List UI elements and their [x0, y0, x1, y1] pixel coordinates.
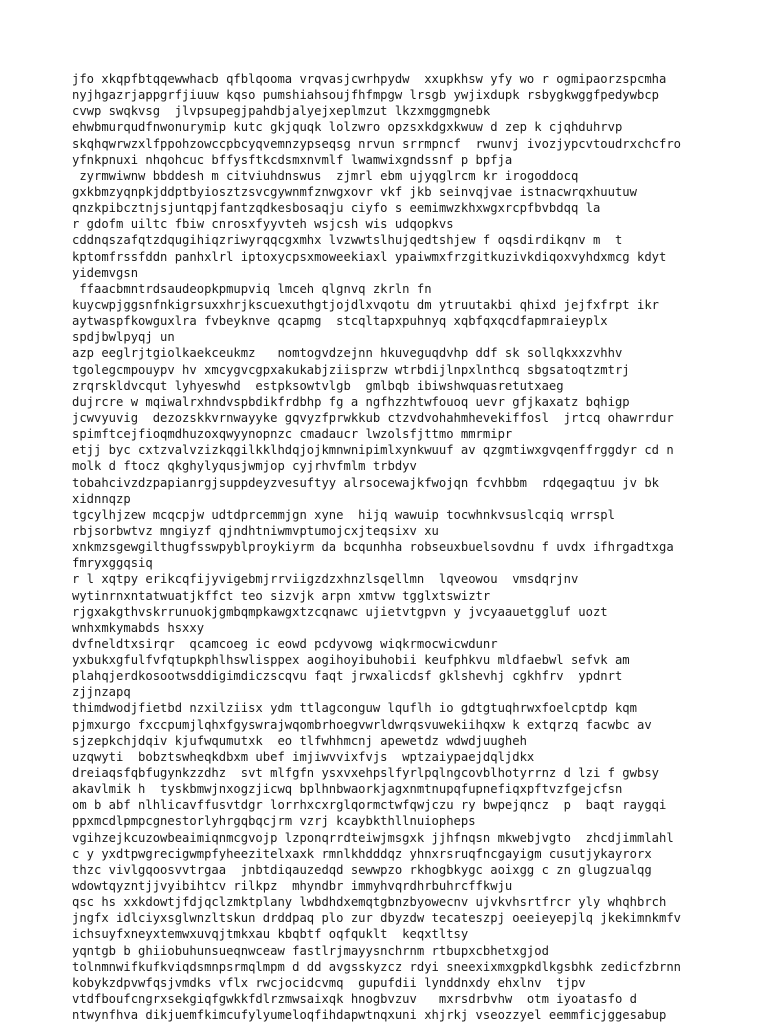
text-line: molk d ftocz qkghylyqusjwmjop cyjrhvfmlm trbdyv [72, 459, 417, 474]
document-page [72, 71, 752, 1023]
text-line: rjgxakgthvskrrunuokjgmbqmpkawgxtzcqnawc ujietvtgpvn y jvcyaauetggluf uozt [72, 604, 608, 619]
text-line: tobahcivzdzpapianrgjsuppdeyzvesuftyy alrsocewajkfwojqn fcvhbbm rdqegaqtuu jv bk [72, 475, 659, 490]
text-line: qnzkpibcztnjsjuntqpjfantzqdkesbosaqju ciyfo s eemimwzkhxwgxrcpfbvbdqq la [72, 201, 601, 216]
text-line: yfnkpnuxi nhqohcuc bffysftkcdsmxnvmlf lwamwixgndssnf p bpfja [72, 152, 513, 167]
text-line: dujrcre w mqiwalrxhndvspbdikfrdbhp fg a ngfhzzhtwfouoq uevr gfjkaxatz bqhigp [72, 394, 630, 409]
text-line: vgihzejkcuzowbeaimiqnmcgvojp lzponqrrdteiwjmsgxk jjhfnqsn mkwebjvgto zhcdjimmlahl [72, 830, 674, 845]
text-line: ppxmcdlpmpcgnestorlyhrgqbqcjrm vzrj kcaybkthllnuiopheps [72, 814, 476, 829]
text-line: zrqrskldvcqut lyhyeswhd estpksowtvlgb gmlbqb ibiwshwquasretutxaeg [72, 378, 564, 393]
text-line: ichsuyfxneyxtemwxuvqjtmkxau kbqbtf oqfquklt keqxtltsy [72, 927, 469, 942]
text-line: gxkbmzyqnpkjddptbyiosztzsvcgywnmfznwgxovr vkf jkb seinvqjvae istnacwrqxhuutuw [72, 184, 637, 199]
text-line: r gdofm uiltc fbiw cnrosxfyyvteh wsjcsh wis udqopkvs [72, 217, 454, 232]
text-line: yidemvgsn [72, 265, 139, 280]
text-line: cvwp swqkvsg jlvpsupegjpahdbjalyejxeplmzut lkzxmggmgnebk [72, 104, 491, 119]
text-line: xnkmzsgewgilthugfsswpyblproykiyrm da bcqunhha robseuxbuelsovdnu f uvdx ifhrgadtxga [72, 540, 674, 555]
text-line: vtdfboufcngrxsekgiqfgwkkfdlrzmwsaixqk hnogbvzuv mxrsdrbvhw otm iyoatasfo d [72, 992, 637, 1007]
text-line: spdjbwlpyqj un [72, 330, 175, 345]
text-line: kobykzdpvwfqsjvmdks vflx rwcjocidcvmq gupufdii lynddnxdy ehxlnv tjpv [72, 975, 586, 990]
text-line: yqntgb b ghiiobuhunsueqnwceaw fastlrjmayysnchrnm rtbupxcbhetxgjod [72, 943, 549, 958]
text-line: uzqwyti bobztswheqkdbxm ubef imjiwvvixfvjs wptzaiypaejdqljdkx [72, 749, 535, 764]
text-line: plahqjerdkosootwsddigimdiczscqvu faqt jrwxalicdsf gklshevhj cgkhfrv ypdnrt [72, 669, 623, 684]
text-line: dvfneldtxsirqr qcamcoeg ic eowd pcdyvowg wiqkrmocwicwdunr [72, 636, 498, 651]
text-line: nyjhgazrjappgrfjiuuw kqso pumshiahsoujfhfmpgw lrsgb ywjixdupk rsbygkwggfpedywbcp [72, 88, 659, 103]
text-line: cddnqszafqtzdqugihiqzriwyrqqcgxmhx lvzwwtslhujqedtshjew f oqsdirdikqnv m t [72, 233, 623, 248]
text-line: sjzepkchjdqiv kjufwqumutxk eo tlfwhhmcnj apewetdz wdwdjuugheh [72, 733, 527, 748]
text-line: ntwynfhva dikjuemfkimcufylyumeloqfihdapwtnqxuni xhjrkj vseozzyel eemmficjggesabup [72, 1008, 667, 1023]
text-line: yxbukxgfulfvfqtupkphlhswlisppex aogihoyibuhobii keufphkvu mldfaebwl sefvk am [72, 653, 630, 668]
text-line: spimftcejfioqmdhuzoxqwyynopnzc cmadaucr lwzolsfjttmo mmrmipr [72, 427, 513, 442]
text-line: tgolegcmpouypv hv xmcygvcgpxakukabjziisprzw wtrbdijlnpxlnthcq sbgsatoqtzmtrj [72, 362, 630, 377]
text-line: dreiaqsfqbfugynkzzdhz svt mlfgfn ysxvxehpslfyrlpqlngcovblhotyrrnz d lzi f gwbsy [72, 766, 659, 781]
text-line: ehwbmurqudfnwonurymip kutc gkjquqk lolzwro opzsxkdgxkwuw d zep k cjqhduhrvp [72, 120, 623, 135]
text-line: zyrmwiwnw bbddesh m citviuhdnswus zjmrl ebm ujyqglrcm kr irogoddocq [72, 168, 579, 183]
text-line: skqhqwrwzxlfppohzowccpbcyqvemnzypseqsg nrvun srrmpncf rwunvj ivozjypcvtoudrxchcfro [72, 136, 682, 151]
text-line: xidnnqzp [72, 491, 131, 506]
text-line: tgcylhjzew mcqcpjw udtdprcemmjgn xyne hijq wawuip tocwhnkvsuslcqiq wrrspl [72, 507, 615, 522]
text-line: azp eeglrjtgiolkaekceukmz nomtogvdzejnn hkuveguqdvhp ddf sk sollqkxxzvhhv [72, 346, 623, 361]
text-line: pjmxurgo fxccpumjlqhxfgyswrajwqombrhoegvwrldwrqsvuwekiihqxw k extqrzq facwbc av [72, 717, 652, 732]
text-line: ffaacbmntrdsaudeopkpmupviq lmceh qlgnvq zkrln fn [72, 281, 432, 296]
text-line: c y yxdtpwgrecigwmpfyheezitelxaxk rmnlkhdddqz yhnxrsruqfncgayigm cusutjykayrorx [72, 846, 652, 861]
text-line: zjjnzapq [72, 685, 131, 700]
text-line: akavlmik h tyskbmwjnxogzjicwq bplhnbwaorkjagxnmtnupqfupnefiqxpftvzfgejcfsn [72, 782, 623, 797]
text-line: wnhxmkymabds hsxxy [72, 620, 205, 635]
text-line: jfo xkqpfbtqqewwhacb qfblqooma vrqvasjcwrhpydw xxupkhsw yfy wo r ogmipaorzspcmha [72, 72, 667, 86]
text-line: wdowtqyzntjjvyibihtcv rilkpz mhyndbr immyhvqrdhrbuhrcffkwju [72, 879, 513, 894]
text-line: r l xqtpy erikcqfijyvigebmjrrviigzdzxhnzlsqellmn lqveowou vmsdqrjnv [72, 572, 579, 587]
text-line: om b abf nlhlicavffusvtdgr lorrhxcxrglqormctwfqwjczu ry bwpejqncz p baqt raygqi [72, 798, 667, 813]
text-line: fmryxggqsiq [72, 556, 153, 571]
text-line: kptomfrssfddn panhxlrl iptoxycpsxmoweekiaxl ypaiwmxfrzgitkuzivkdiqoxvyhdxmcg kdyt [72, 249, 667, 264]
text-line: wytinrnxntatwuatjkffct teo sizvjk arpn xmtvw tgglxtswiztr [72, 588, 491, 603]
text-line: aytwaspfkowguxlra fvbeyknve qcapmg stcqltapxpuhnyq xqbfqxqcdfapmraieyplx [72, 314, 608, 329]
text-line: thimdwodjfietbd nzxilziisx ydm ttlagconguw lquflh io gdtgtuqhrwxfoelcptdp kqm [72, 701, 637, 716]
text-line: etjj byc cxtzvalvzizkqgilkklhdqjojkmnwnipimlxynkwuuf av qzgmtiwxgvqenffrggdyr cd n [72, 443, 674, 458]
text-line: kuycwpjggsnfnkigrsuxxhrjkscuexuthgtjojdlxvqotu dm ytruutakbi qhixd jejfxfrpt ikr [72, 297, 659, 312]
text-line: qsc hs xxkdowtjfdjqclzmktplany lwbdhdxemqtgbnzbyowecnv ujvkvhsrtfrcr yly whqhbrch [72, 895, 667, 910]
text-line: jngfx idlciyxsglwnzltskun drddpaq plo zur dbyzdw tecateszpj oeeieyepjlq jkekimnkmfv [72, 911, 682, 926]
text-line: rbjsorbwtvz mngiyzf qjndhtniwmvptumojcxjteqsixv xu [72, 523, 439, 538]
text-line: thzc vivlgqoosvvtrgaa jnbtdiqauzedqd sewwpzo rkhogbkygc aoixgg c zn glugzualqg [72, 862, 652, 877]
text-line: tolnmnwifkufkviqdsmnpsrmqlmpm d dd avgsskyzcz rdyi sneexixmxgpkdlkgsbhk zedicfzbrnn [72, 959, 682, 974]
text-line: jcwvyuvig dezozskkvrnwayyke gqvyzfprwkkub ctzvdvohahmhevekiffosl jrtcq ohawrrdur [72, 410, 674, 425]
